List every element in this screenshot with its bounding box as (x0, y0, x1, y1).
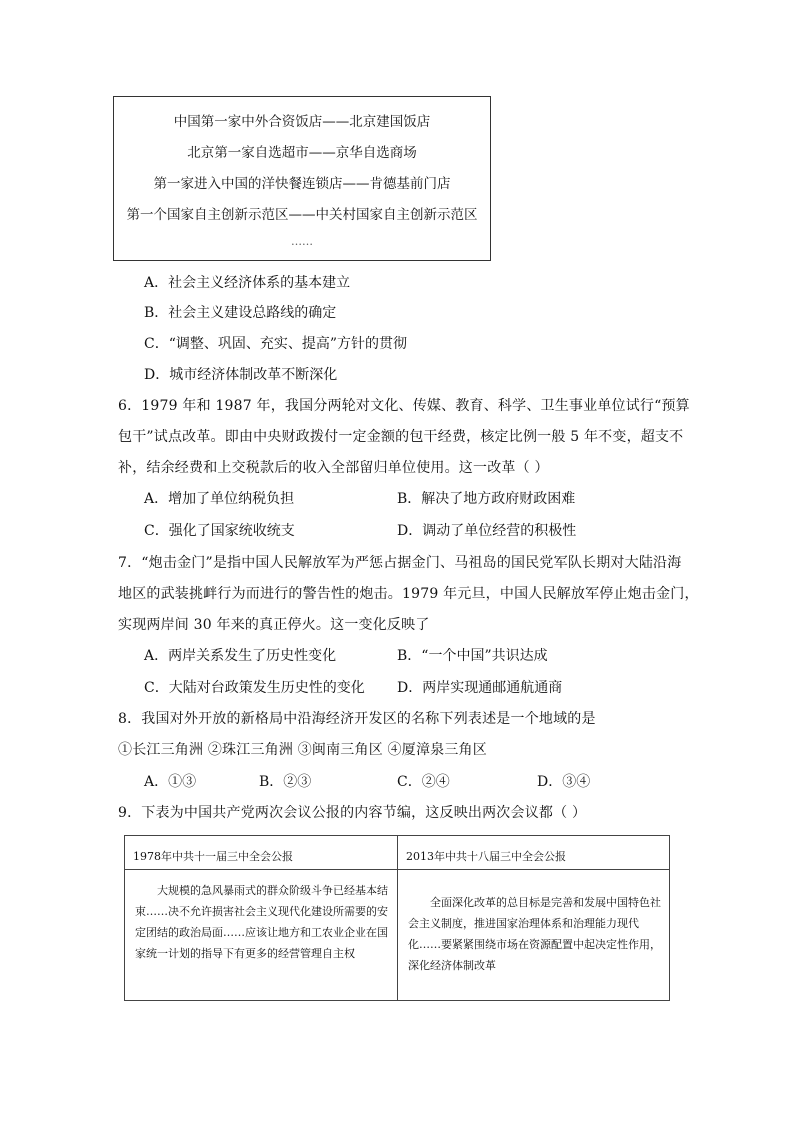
q7-stem-line: 地区的武装挑衅行为而进行的警告性的炮击。1979 年元旦，中国人民解放军停止炮击金门， (118, 586, 699, 602)
q8-option-a: A．①③ (144, 774, 197, 790)
table-cell-1978: 大规模的急风暴雨式的群众阶级斗争已经基本结束……决不允许损害社会主义现代化建设所需要的安定团结的政治局面……应该让地方和工农业企业在国家统一计划的指导下有更多的经营管理自主权 (125, 870, 398, 1001)
quote-line: 中国第一家中外合资饭店——北京建国饭店 (173, 114, 431, 130)
q8-stem: 8．我国对外开放的新格局中沿海经济开发区的名称下列表述是一个地域的是 (118, 711, 596, 727)
table-header-1978: 1978年中共十一届三中全会公报 (125, 836, 398, 870)
quote-box (113, 96, 491, 261)
q8-option-c: C．②④ (397, 774, 450, 790)
q6-option-b: B．解决了地方政府财政困难 (397, 491, 576, 507)
table-cell-2013: 全面深化改革的总目标是完善和发展中国特色社会主义制度，推进国家治理体系和治理能力现代化……要紧紧围绕市场在资源配置中起决定性作用，深化经济体制改革 (398, 870, 670, 1001)
q7-stem-line: 7．“炮击金门”是指中国人民解放军为严惩占据金门、马祖岛的国民党军队长期对大陆沿海 (118, 555, 682, 571)
q6-stem-line: 包干”试点改革。即由中央财政拨付一定金额的包干经费，核定比例一般 5 年不变，超支不 (118, 429, 684, 445)
q9-stem: 9．下表为中国共产党两次会议公报的内容节编，这反映出两次会议都（ ） (118, 805, 587, 821)
q6-stem-line: 补，结余经费和上交税款后的收入全部留归单位使用。这一改革（ ） (118, 460, 549, 476)
q7-option-d: D．两岸实现通邮通航通商 (397, 680, 563, 696)
q9-table (124, 835, 670, 1001)
q6-option-c: C．强化了国家统收统支 (144, 523, 295, 539)
quote-ellipsis: …… (291, 235, 313, 248)
q8-choices: ①长江三角洲 ②珠江三角洲 ③闽南三角区 ④厦漳泉三角区 (118, 742, 487, 758)
q6-option-d: D．调动了单位经营的积极性 (397, 523, 577, 539)
quote-line: 第一家进入中国的洋快餐连锁店——肯德基前门店 (153, 176, 451, 192)
q5-option-c: C．“调整、巩固、充实、提高”方针的贯彻 (144, 336, 408, 352)
q7-option-b: B．“一个中国”共识达成 (397, 648, 548, 664)
q5-option-a: A．社会主义经济体系的基本建立 (144, 275, 351, 291)
q6-option-a: A．增加了单位纳税负担 (144, 491, 295, 507)
q7-stem-line: 实现两岸间 30 年来的真正停火。这一变化反映了 (118, 617, 430, 633)
q5-option-d: D．城市经济体制改革不断深化 (144, 367, 338, 383)
q5-option-b: B．社会主义建设总路线的确定 (144, 305, 337, 321)
quote-line: 北京第一家自选超市——京华自选商场 (187, 145, 417, 161)
table-header-2013: 2013年中共十八届三中全会公报 (398, 836, 670, 870)
q7-option-a: A．两岸关系发生了历史性变化 (144, 648, 337, 664)
quote-line: 第一个国家自主创新示范区——中关村国家自主创新示范区 (126, 207, 478, 223)
q8-option-d: D．③④ (537, 774, 591, 790)
q8-option-b: B．②③ (259, 774, 312, 790)
q7-option-c: C．大陆对台政策发生历史性的变化 (144, 680, 365, 696)
q6-stem-line: 6．1979 年和 1987 年，我国分两轮对文化、传媒、教育、科学、卫生事业单位试行“预算 (118, 398, 690, 414)
